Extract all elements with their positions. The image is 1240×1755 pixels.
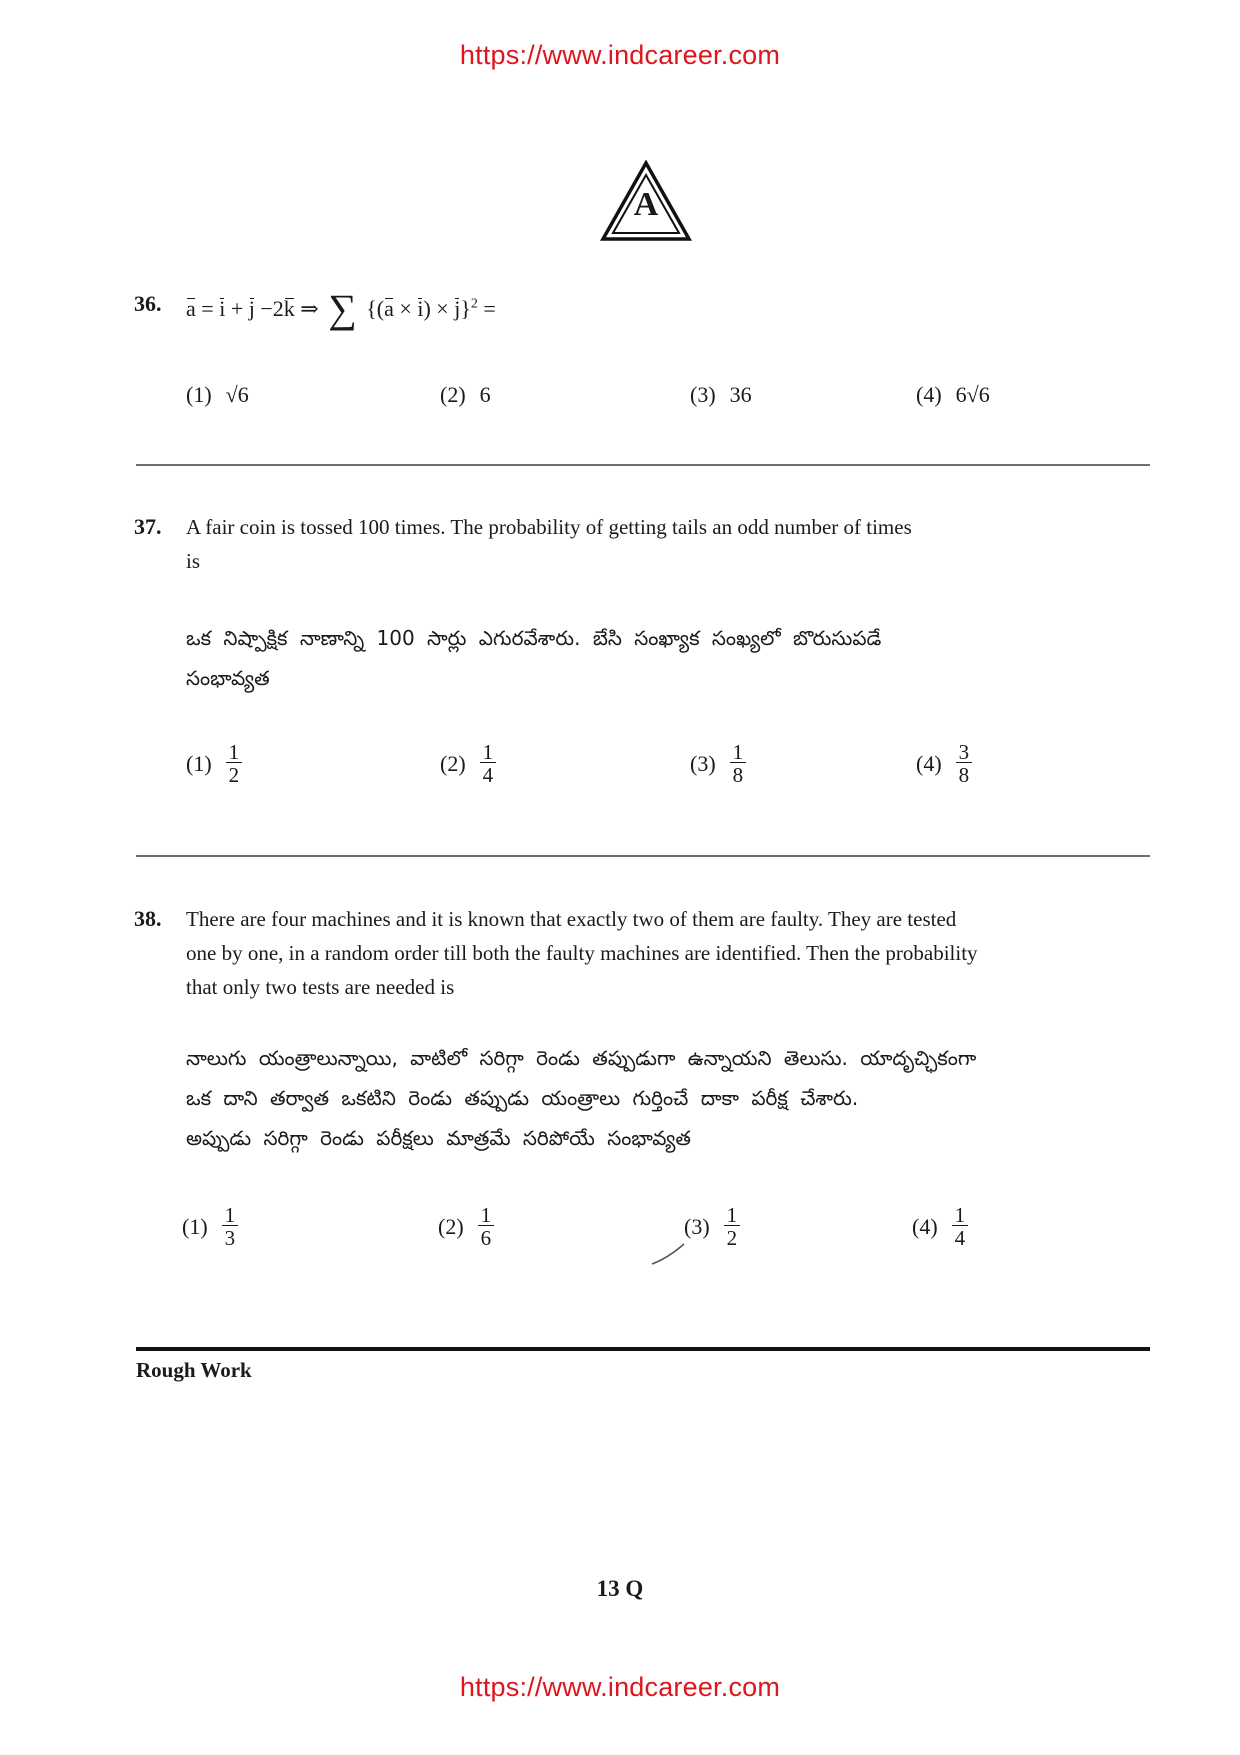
pencil-tick-mark-icon xyxy=(650,1238,700,1268)
question-37-options xyxy=(134,742,1154,802)
option-1[interactable]: (1) √6 xyxy=(186,382,249,407)
question-37 xyxy=(134,510,1154,590)
option-2[interactable]: (2) 6 xyxy=(440,382,491,407)
fraction: $\frac{1}{2}$ xyxy=(724,1205,741,1248)
fraction: $\frac{1}{3}$ xyxy=(222,1205,239,1248)
question-38-telugu: నాలుగు యంత్రాలున్నాయి, వాటిలో సరిగ్గా రెండు తప్పుడుగా ఉన్నాయని తెలుసు. యాదృచ్ఛికంగా ఒక దాని తర్వాత ఒకటిని రెండు తప్పుడు యంత్రాలు గుర్తించే దాకా పరీక్ష చేశారు. అప్పుడు సరిగ్గా రెండు పరీక్షలు మాత్రమే సరిపోయే సంభావ్యత xyxy=(186,1046,977,1150)
fraction: $\frac{3}{8}$ xyxy=(956,742,973,785)
option-1[interactable]: (1) $\frac{1}{2}$ xyxy=(186,742,242,785)
question-36-options xyxy=(134,382,1154,412)
option-4[interactable]: (4) 6√6 xyxy=(916,382,990,407)
fraction: $\frac{1}{8}$ xyxy=(730,742,747,785)
fraction: $\frac{1}{4}$ xyxy=(952,1205,969,1248)
question-37-telugu: ఒక నిష్పాక్షిక నాణాన్ని 100 సార్లు ఎగురవేశారు. బేసి సంఖ్యాక సంఖ్యలో బొరుసుపడే సంభావ్యత xyxy=(186,626,882,690)
page-number: 13 Q xyxy=(596,1576,644,1601)
option-3[interactable]: (3) 36 xyxy=(690,382,752,407)
option-3[interactable]: (3) $\frac{1}{8}$ xyxy=(690,742,746,785)
series-letter: A xyxy=(633,186,659,223)
question-math: a = i + j −2k ⇒ ∑ $\{(a \times i) \times j\}^2$ = xyxy=(186,286,496,331)
series-badge xyxy=(600,160,692,242)
question-38-options xyxy=(134,1205,1154,1265)
option-4[interactable]: (4) $\frac{3}{8}$ xyxy=(916,742,972,785)
question-text: There are four machines and it is known that exactly two of them are faulty. They are tested one by one, in a random order till both the faulty machines are identified. Then the probability that only two tests are needed is xyxy=(186,907,978,999)
fraction: $\frac{1}{4}$ xyxy=(480,742,497,785)
option-1[interactable]: (1) $\frac{1}{3}$ xyxy=(182,1205,238,1248)
question-number: 37. xyxy=(134,514,162,539)
option-4[interactable]: (4) $\frac{1}{4}$ xyxy=(912,1205,968,1248)
question-number: 38. xyxy=(134,906,162,931)
fraction: $\frac{1}{2}$ xyxy=(226,742,243,785)
question-number: 36. xyxy=(134,291,162,316)
rough-work-area xyxy=(136,1395,1150,1555)
watermark-url-top[interactable]: https://www.indcareer.com xyxy=(459,40,781,70)
option-2[interactable]: (2) $\frac{1}{6}$ xyxy=(438,1205,494,1248)
option-2[interactable]: (2) $\frac{1}{4}$ xyxy=(440,742,496,785)
watermark-url-bottom[interactable]: https://www.indcareer.com xyxy=(459,1672,781,1702)
question-text: A fair coin is tossed 100 times. The probability of getting tails an odd number of times is xyxy=(186,515,912,573)
separator xyxy=(136,855,1150,857)
question-38 xyxy=(134,902,1154,1012)
rough-work-divider xyxy=(136,1347,1150,1351)
sigma-icon: ∑ xyxy=(328,286,357,331)
option-3[interactable]: (3) $\frac{1}{2}$ xyxy=(684,1205,740,1248)
rough-work-label: Rough Work xyxy=(136,1358,252,1382)
separator xyxy=(136,464,1150,466)
fraction: $\frac{1}{6}$ xyxy=(478,1205,495,1248)
